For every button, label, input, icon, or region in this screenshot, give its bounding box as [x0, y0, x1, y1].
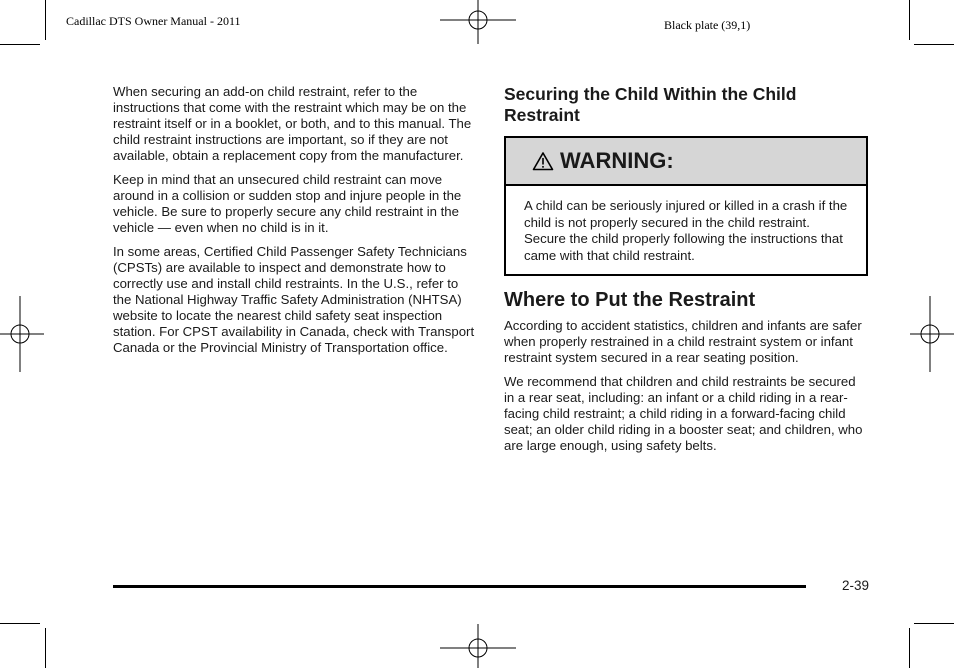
footer-rule — [113, 585, 806, 588]
section-where-to-put — [504, 288, 866, 462]
paragraph-accident-statistics: According to accident statistics, children and infants are safer when properly restrained in a child restraint system or infant restraint system secured in a rear seating position. — [504, 318, 862, 365]
section-securing-child — [504, 84, 866, 126]
header-manual-title: Cadillac DTS Owner Manual - 2011 — [66, 14, 241, 28]
warning-label: WARNING: — [560, 148, 674, 173]
paragraph-unsecured-restraint: Keep in mind that an unsecured child restraint can move around in a collision or sudden stop and injure people in the vehicle. Be sure to properly secure any child restraint in the vehicle — even when no child is in it. — [113, 172, 462, 235]
section-heading-where-to-put: Where to Put the Restraint — [504, 289, 756, 311]
left-column — [113, 84, 475, 364]
registration-mark-left-icon — [0, 296, 44, 372]
warning-header — [506, 138, 866, 186]
paragraph-addon-restraint: When securing an add-on child restraint, refer to the instructions that come with the restraint which may be on the restraint itself or in a booklet, or both, and to this manual. The child restraint instructions are important, so if they are not available, obtain a replacement copy from the manufacturer. — [113, 84, 472, 163]
paragraph-recommendation: We recommend that children and child restraints be secured in a rear seat, including: an infant or a child riding in a rear-facing child restraint; a child riding in a forward-facing child seat; an older child riding in a booster seat; and children, who are large enough, using safety belts. — [504, 374, 863, 453]
registration-mark-top-icon — [440, 0, 516, 44]
section-heading-securing-child: Securing the Child Within the Child Restraint — [504, 84, 797, 125]
page-number: 2-39 — [842, 578, 870, 593]
header-plate-info: Black plate (39,1) — [664, 18, 751, 32]
warning-box — [504, 136, 868, 276]
warning-text: A child can be seriously injured or killed in a crash if the child is not properly secured in the child restraint. Secure the child properly following the instructions that came with that child restraint. — [524, 198, 848, 263]
paragraph-cpst: In some areas, Certified Child Passenger Safety Technicians (CPSTs) are available to inspect and demonstrate how to correctly use and install child restraints. In the U.S., refer to the National Highway Traffic Safety Administration (NHTSA) website to locate the nearest child safety seat inspection station. For CPST availability in Canada, check with Transport Canada or the Provincial Ministry of Transportation office. — [113, 244, 475, 355]
warning-triangle-icon — [532, 151, 554, 171]
registration-mark-bottom-icon — [440, 624, 516, 668]
registration-mark-right-icon — [910, 296, 954, 372]
